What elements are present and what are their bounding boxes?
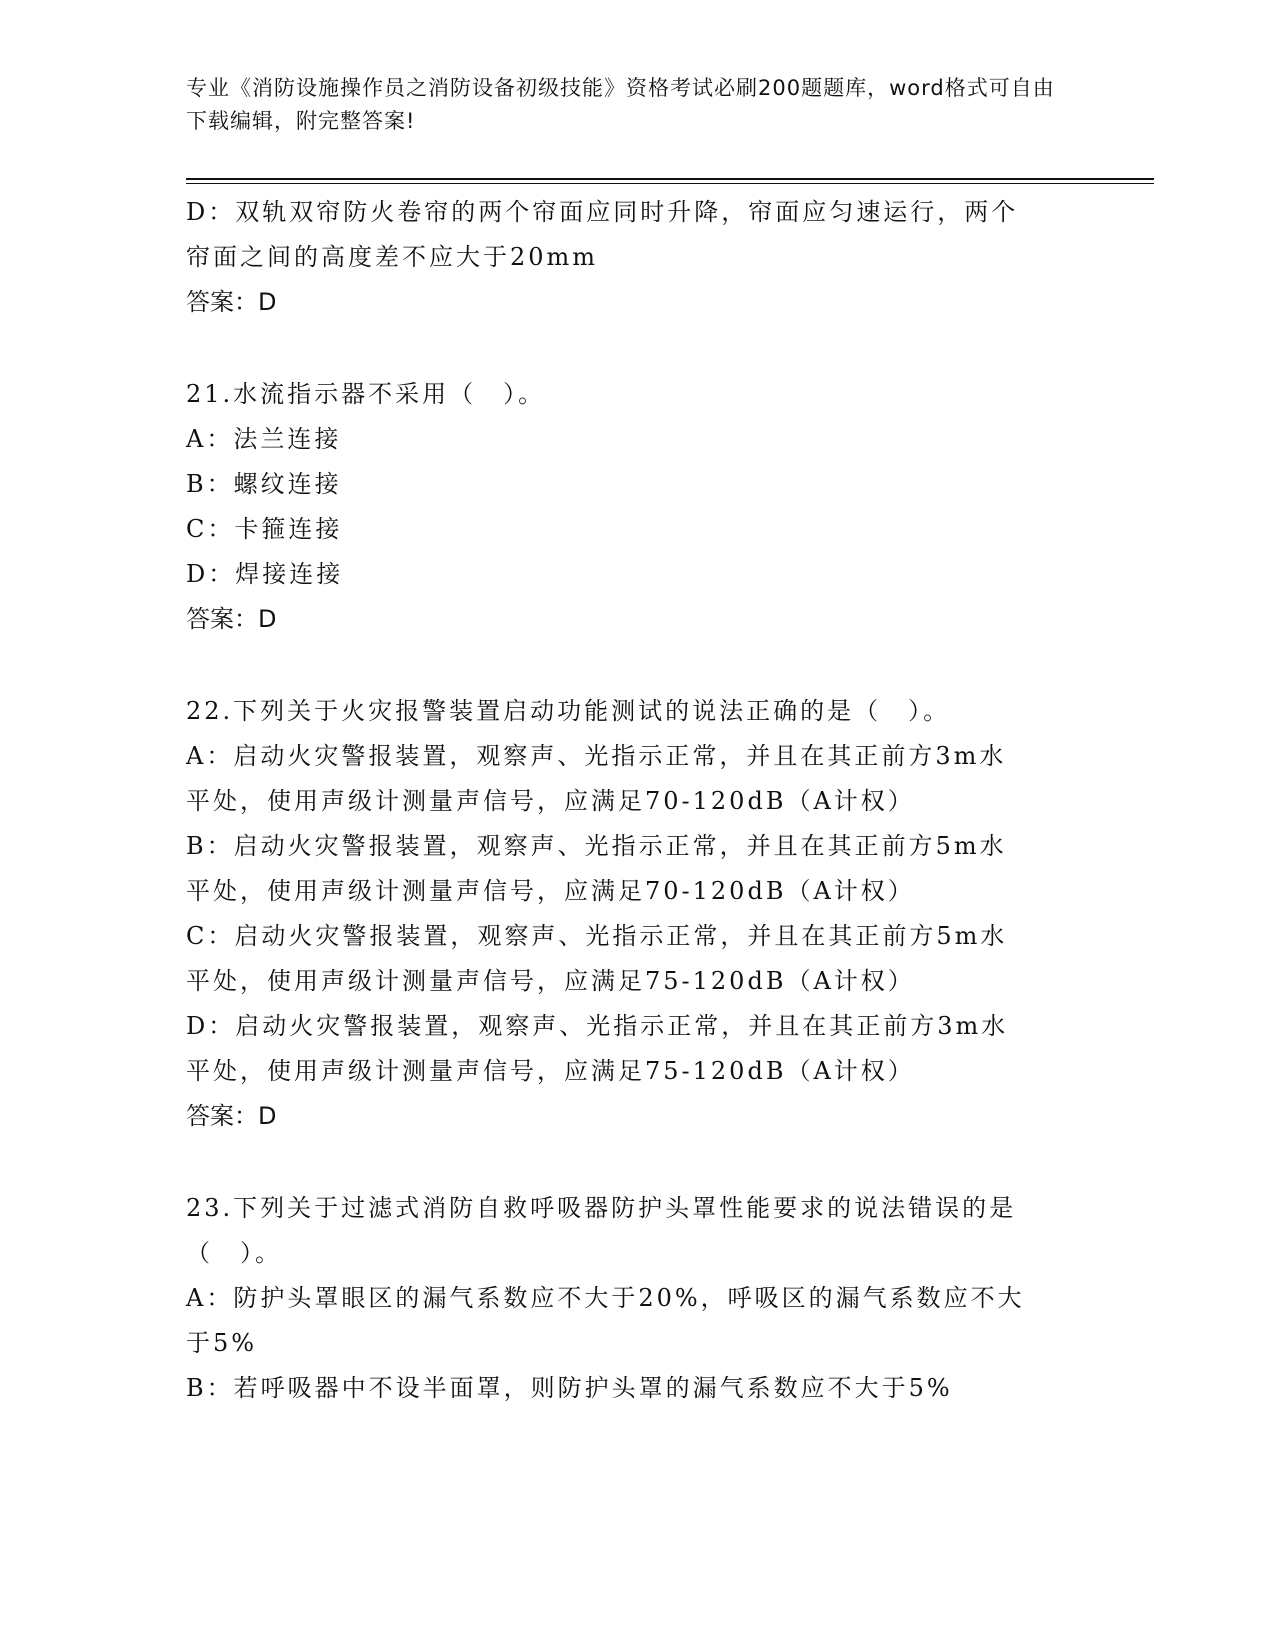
q21-option-d: D：焊接连接 — [186, 560, 344, 588]
question-20-tail — [186, 190, 1066, 325]
q22-option-a-line1: A：启动火灾警报装置，观察声、光指示正常，并且在其正前方3m水 — [186, 742, 1007, 770]
spacer — [186, 1139, 1066, 1186]
header-title: 专业《消防设施操作员之消防设备初级技能》资格考试必刷200题题库，word格式可自由下载编辑，附完整答案! — [186, 76, 1055, 133]
spacer — [186, 325, 1066, 372]
q22-option-d-line2: 平处，使用声级计测量声信号，应满足75-120dB（A计权） — [186, 1057, 915, 1085]
q23-option-a-line2: 于5% — [186, 1329, 258, 1357]
q21-stem: 21.水流指示器不采用（ ）。 — [186, 380, 546, 408]
q20-option-d-line2: 帘面之间的高度差不应大于20mm — [186, 243, 599, 271]
document-header — [186, 72, 1066, 138]
q22-option-c-line2: 平处，使用声级计测量声信号，应满足75-120dB（A计权） — [186, 967, 915, 995]
q22-option-a-line2: 平处，使用声级计测量声信号，应满足70-120dB（A计权） — [186, 787, 915, 815]
spacer — [186, 642, 1066, 689]
q21-answer: 答案：D — [186, 605, 277, 633]
q23-option-a-line1: A：防护头罩眼区的漏气系数应不大于20%，呼吸区的漏气系数应不大 — [186, 1284, 1025, 1312]
question-list — [186, 190, 1066, 1411]
q22-option-b-line2: 平处，使用声级计测量声信号，应满足70-120dB（A计权） — [186, 877, 915, 905]
q20-answer: 答案：D — [186, 288, 277, 316]
q21-option-a: A：法兰连接 — [186, 425, 342, 453]
q22-option-c-line1: C：启动火灾警报装置，观察声、光指示正常，并且在其正前方5m水 — [186, 922, 1008, 950]
q21-option-b: B：螺纹连接 — [186, 470, 342, 498]
q22-answer: 答案：D — [186, 1102, 277, 1130]
q20-option-d-line1: D：双轨双帘防火卷帘的两个帘面应同时升降，帘面应匀速运行，两个 — [186, 198, 1019, 226]
header-rule-thick — [186, 178, 1154, 180]
header-rule-thin — [186, 183, 1154, 184]
q23-stem-line2: （ ）。 — [186, 1239, 282, 1267]
question-21 — [186, 372, 1066, 642]
question-22 — [186, 689, 1066, 1139]
q21-option-c: C：卡箍连接 — [186, 515, 343, 543]
q22-option-d-line1: D：启动火灾警报装置，观察声、光指示正常，并且在其正前方3m水 — [186, 1012, 1009, 1040]
question-23 — [186, 1186, 1066, 1411]
q23-stem-line1: 23.下列关于过滤式消防自救呼吸器防护头罩性能要求的说法错误的是 — [186, 1194, 1017, 1222]
q22-stem: 22.下列关于火灾报警装置启动功能测试的说法正确的是（ ）。 — [186, 697, 951, 725]
q22-option-b-line1: B：启动火灾警报装置，观察声、光指示正常，并且在其正前方5m水 — [186, 832, 1007, 860]
q23-option-b: B：若呼吸器中不设半面罩，则防护头罩的漏气系数应不大于5% — [186, 1374, 953, 1402]
